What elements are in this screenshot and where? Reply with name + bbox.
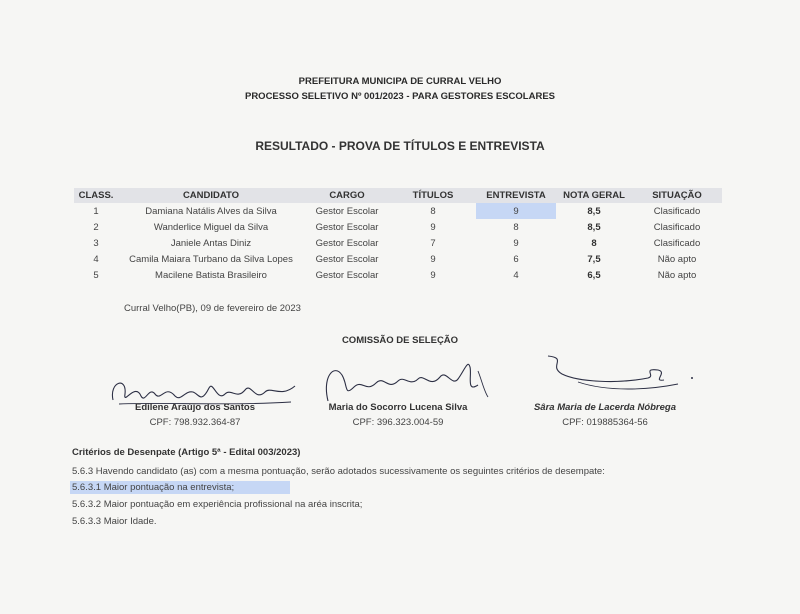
table-row bbox=[74, 203, 722, 219]
place-date: Curral Velho(PB), 09 de fevereiro de 2023 bbox=[124, 303, 301, 314]
cell-situacao: Clasificado bbox=[653, 205, 701, 217]
cell-nota-geral: 8,5 bbox=[587, 205, 601, 217]
criteria-item: 5.6.3 Havendo candidato (as) com a mesma pontuação, serão adotados sucessivamente os seguintes critérios de desempate: bbox=[72, 466, 605, 477]
cell-cargo: Gestor Escolar bbox=[315, 221, 379, 233]
cell-titulos: 7 bbox=[430, 237, 436, 249]
table-row bbox=[74, 251, 722, 267]
criteria-title: Critérios de Desenpate (Artigo 5ª - Edital 003/2023) bbox=[72, 447, 301, 458]
col-candidato: CANDIDATO bbox=[118, 188, 304, 203]
cell-candidato: Wanderlice Miguel da Silva bbox=[153, 221, 269, 233]
cell-entrevista: 6 bbox=[513, 253, 519, 265]
signature-block-2 bbox=[308, 402, 488, 428]
cell-situacao: Não apto bbox=[657, 253, 697, 265]
cell-cargo: Gestor Escolar bbox=[315, 253, 379, 265]
cell-situacao: Clasificado bbox=[653, 237, 701, 249]
criteria-item: 5.6.3.2 Maior pontuação em experiência profissional na aréa inscrita; bbox=[72, 499, 363, 510]
criteria-item-text: 5.6.3.1 Maior pontuação na entrevista; bbox=[70, 481, 290, 494]
cell-class: 2 bbox=[93, 221, 99, 233]
signer-name: Maria do Socorro Lucena Silva bbox=[328, 402, 468, 413]
cell-candidato: Janiele Antas Diniz bbox=[170, 237, 252, 249]
col-situacao: SITUAÇÃO bbox=[632, 188, 722, 203]
cell-entrevista: 9 bbox=[513, 237, 519, 249]
cell-nota-geral: 8,5 bbox=[587, 221, 601, 233]
page-title: RESULTADO - PROVA DE TÍTULOS E ENTREVISTA bbox=[255, 139, 545, 153]
cell-situacao: Clasificado bbox=[653, 221, 701, 233]
cell-entrevista-highlighted: 9 bbox=[476, 203, 556, 219]
signature-scribble-3 bbox=[538, 352, 698, 396]
signer-name: Edilene Araújo dos Santos bbox=[134, 402, 255, 413]
signature-block-3 bbox=[515, 402, 695, 428]
cell-titulos: 9 bbox=[430, 253, 436, 265]
signer-cpf: CPF: 019885364-56 bbox=[562, 417, 648, 428]
cell-cargo: Gestor Escolar bbox=[315, 205, 379, 217]
signer-name: Sâra Maria de Lacerda Nóbrega bbox=[533, 402, 677, 413]
signer-cpf: CPF: 798.932.364-87 bbox=[149, 417, 241, 428]
table-header-row bbox=[74, 188, 722, 203]
cell-candidato: Damiana Natális Alves da Silva bbox=[145, 205, 277, 217]
cell-class: 4 bbox=[93, 253, 99, 265]
signature-block-1 bbox=[105, 402, 285, 428]
cell-class: 3 bbox=[93, 237, 99, 249]
cell-candidato: Camila Maiara Turbano da Silva Lopes bbox=[129, 253, 293, 265]
col-cargo: CARGO bbox=[304, 188, 390, 203]
cell-titulos: 8 bbox=[430, 205, 436, 217]
cell-nota-geral: 6,5 bbox=[587, 269, 601, 281]
cell-nota-geral: 7,5 bbox=[587, 253, 601, 265]
table-row bbox=[74, 219, 722, 235]
results-table bbox=[74, 188, 722, 283]
cell-entrevista: 4 bbox=[513, 269, 519, 281]
col-entrevista: ENTREVISTA bbox=[476, 188, 556, 203]
col-titulos: TÍTULOS bbox=[390, 188, 476, 203]
cell-titulos: 9 bbox=[430, 269, 436, 281]
col-nota-geral: NOTA GERAL bbox=[556, 188, 632, 203]
cell-titulos: 9 bbox=[430, 221, 436, 233]
cell-class: 5 bbox=[93, 269, 99, 281]
table-row bbox=[74, 267, 722, 283]
cell-candidato: Macilene Batista Brasileiro bbox=[155, 269, 267, 281]
table-row bbox=[74, 235, 722, 251]
signer-cpf: CPF: 396.323.004-59 bbox=[352, 417, 444, 428]
cell-nota-geral: 8 bbox=[591, 237, 597, 249]
commission-title: COMISSÃO DE SELEÇÃO bbox=[341, 335, 459, 346]
criteria-item: 5.6.3.3 Maior Idade. bbox=[72, 516, 157, 527]
cell-class: 1 bbox=[93, 205, 99, 217]
cell-cargo: Gestor Escolar bbox=[315, 269, 379, 281]
header-line-1: PREFEITURA MUNICIPA DE CURRAL VELHO bbox=[298, 76, 502, 87]
cell-cargo: Gestor Escolar bbox=[315, 237, 379, 249]
header-line-2: PROCESSO SELETIVO Nº 001/2023 - PARA GESTORES ESCOLARES bbox=[244, 91, 556, 102]
col-class: CLASS. bbox=[74, 188, 118, 203]
criteria-item-highlighted bbox=[72, 482, 290, 493]
cell-entrevista: 8 bbox=[513, 221, 519, 233]
cell-situacao: Não apto bbox=[657, 269, 697, 281]
